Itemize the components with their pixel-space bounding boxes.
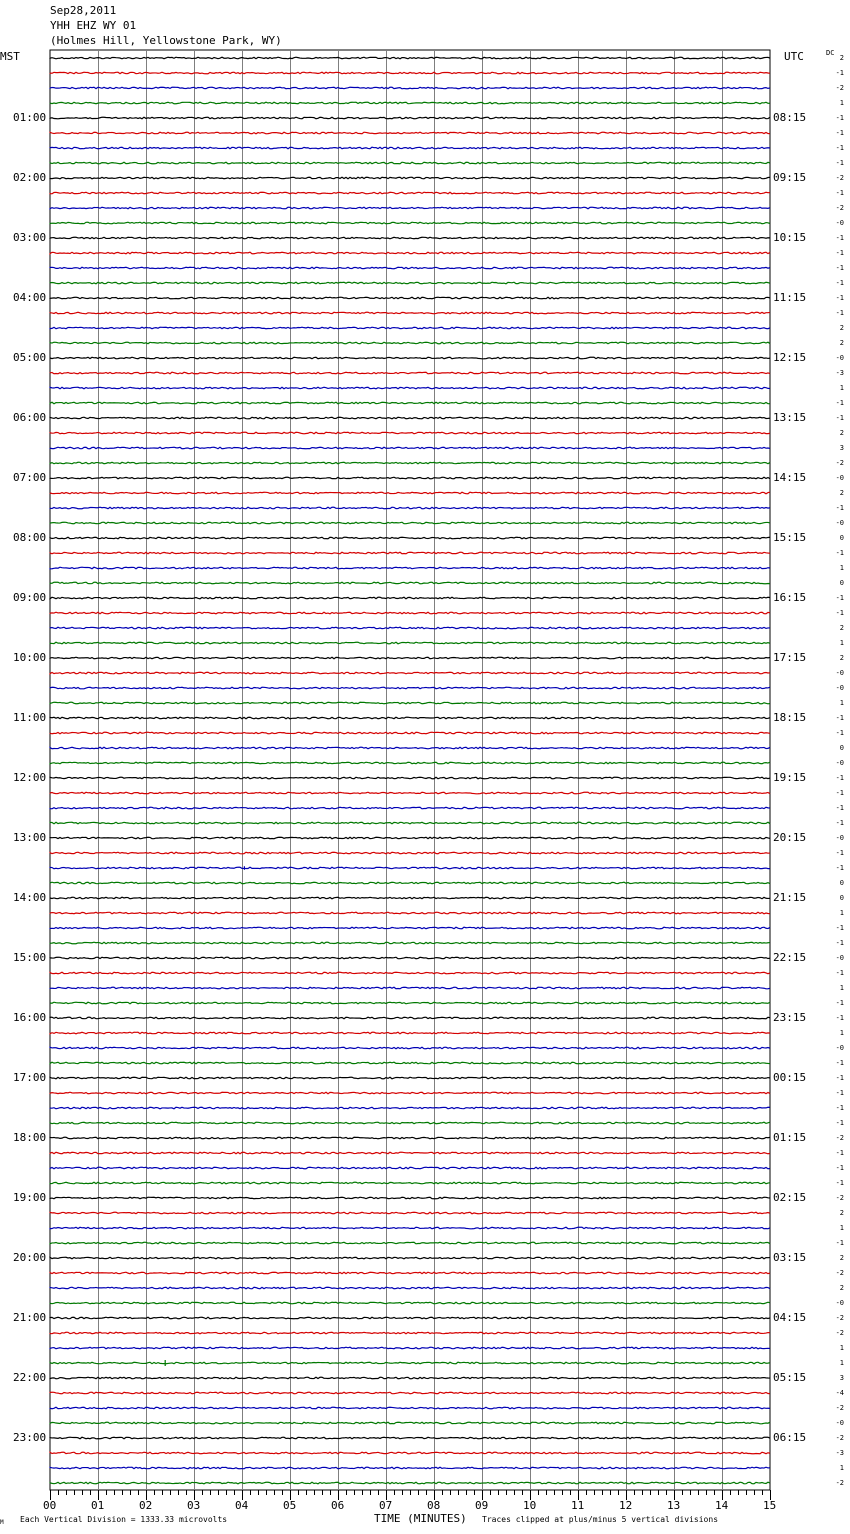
seismic-trace: [50, 612, 770, 614]
x-tick-label: 15: [763, 1499, 777, 1512]
dc-offset-label: -1: [835, 414, 844, 422]
dc-offset-label: -2: [835, 1314, 844, 1322]
dc-offset-label: 0: [839, 534, 844, 542]
dc-offset-label: -1: [835, 939, 844, 947]
seismic-trace: [50, 1137, 770, 1139]
dc-offset-label: 2: [839, 1209, 844, 1217]
left-hour-label: 08:00: [13, 531, 47, 544]
x-tick-label: 05: [283, 1499, 297, 1512]
seismic-trace: [50, 1377, 770, 1379]
right-hour-label: 00:15: [773, 1071, 807, 1084]
dc-offset-label: 2: [839, 624, 844, 632]
seismic-trace: [50, 87, 770, 89]
dc-offset-label: -3: [835, 369, 844, 377]
seismic-trace: [50, 357, 770, 359]
seismic-trace: [50, 1227, 770, 1229]
seismic-trace: [50, 957, 770, 959]
seismic-trace: [50, 927, 770, 929]
dc-offset-label: -1: [835, 399, 844, 407]
seismic-trace: [50, 57, 770, 59]
seismic-trace: [50, 252, 770, 254]
dc-offset-label: -1: [835, 714, 844, 722]
left-hour-label: 19:00: [13, 1191, 47, 1204]
dc-offset-label: 3: [839, 1374, 844, 1382]
seismic-trace: [50, 552, 770, 554]
left-hour-label: 07:00: [13, 471, 47, 484]
seismic-trace: [50, 702, 770, 704]
seismic-trace: [50, 1182, 770, 1184]
dc-offset-label: -2: [835, 1404, 844, 1412]
seismic-trace: [50, 1152, 770, 1154]
left-hour-label: 11:00: [13, 711, 47, 724]
seismic-trace: [50, 672, 770, 674]
dc-offset-label: -0: [835, 759, 844, 767]
seismic-trace: [50, 417, 770, 419]
dc-offset-label: -1: [835, 114, 844, 122]
x-tick-label: 08: [427, 1499, 441, 1512]
x-tick-label: 02: [139, 1499, 153, 1512]
left-hour-label: 12:00: [13, 771, 47, 784]
seismic-trace: [50, 1437, 770, 1439]
dc-offset-label: -2: [835, 1269, 844, 1277]
seismic-trace: [50, 762, 770, 764]
right-hour-label: 09:15: [773, 171, 807, 184]
seismic-trace: [50, 897, 770, 899]
dc-offset-label: -0: [835, 684, 844, 692]
seismic-trace: [50, 1272, 770, 1274]
seismic-trace: [50, 72, 770, 74]
dc-offset-label: 1: [839, 1464, 844, 1472]
x-tick-label: 09: [475, 1499, 489, 1512]
seismic-trace: [50, 1167, 770, 1169]
left-timezone-label: MST: [0, 50, 20, 63]
dc-offset-label: -0: [835, 219, 844, 227]
dc-offset-label: -1: [835, 999, 844, 1007]
x-axis-title: TIME (MINUTES): [374, 1512, 467, 1525]
right-hour-label: 10:15: [773, 231, 807, 244]
dc-offset-label: -1: [835, 129, 844, 137]
dc-offset-label: -1: [835, 729, 844, 737]
seismic-trace: [50, 492, 770, 494]
seismic-trace: [50, 1242, 770, 1244]
left-hour-label: 21:00: [13, 1311, 47, 1324]
dc-offset-label: 2: [839, 324, 844, 332]
dc-offset-label: -1: [835, 819, 844, 827]
seismic-trace: [50, 282, 770, 284]
seismic-trace: [50, 1077, 770, 1079]
dc-offset-label: -3: [835, 1449, 844, 1457]
dc-offset-label: -0: [835, 354, 844, 362]
seismic-trace: [50, 162, 770, 164]
left-hour-label: 03:00: [13, 231, 47, 244]
right-hour-label: 15:15: [773, 531, 807, 544]
seismic-trace: [50, 102, 770, 104]
dc-offset-label: -1: [835, 804, 844, 812]
x-tick-label: 14: [715, 1499, 729, 1512]
dc-offset-label: 2: [839, 1254, 844, 1262]
chart-title: YHH EHZ WY 01: [50, 19, 137, 32]
seismic-trace: [50, 732, 770, 734]
dc-offset-label: -2: [835, 174, 844, 182]
dc-offset-label: 2: [839, 54, 844, 62]
seismic-trace: [50, 1467, 770, 1469]
seismic-trace: [50, 882, 770, 884]
left-hour-label: 23:00: [13, 1431, 47, 1444]
chart-date: Sep28,2011: [50, 4, 117, 17]
left-hour-label: 14:00: [13, 891, 47, 904]
seismic-trace: [50, 507, 770, 509]
right-hour-label: 18:15: [773, 711, 807, 724]
dc-offset-label: -0: [835, 519, 844, 527]
x-tick-label: 10: [523, 1499, 537, 1512]
seismic-trace: [50, 866, 770, 870]
seismic-trace: [50, 1062, 770, 1064]
dc-offset-label: -1: [835, 1164, 844, 1172]
dc-offset-label: -2: [835, 1434, 844, 1442]
seismic-trace: [50, 837, 770, 839]
seismic-trace: [50, 537, 770, 539]
scale-note: Each Vertical Division = 1333.33 microvolts: [20, 1515, 228, 1524]
dc-offset-label: -1: [835, 234, 844, 242]
seismic-trace: [50, 912, 770, 914]
seismic-trace: [50, 1392, 770, 1394]
seismic-trace: [50, 297, 770, 299]
dc-offset-label: -2: [835, 1194, 844, 1202]
seismic-trace: [50, 1122, 770, 1124]
x-tick-label: 07: [379, 1499, 393, 1512]
seismic-trace: [50, 432, 770, 434]
right-hour-label: 19:15: [773, 771, 807, 784]
right-hour-label: 16:15: [773, 591, 807, 604]
dc-offset-label: 1: [839, 384, 844, 392]
dc-offset-label: -1: [835, 309, 844, 317]
dc-offset-label: -1: [835, 1179, 844, 1187]
seismic-trace: [50, 1032, 770, 1034]
dc-offset-label: 1: [839, 564, 844, 572]
left-hour-label: 13:00: [13, 831, 47, 844]
seismic-trace: [50, 1017, 770, 1019]
seismic-trace: [50, 1092, 770, 1094]
seismic-trace: [50, 1047, 770, 1049]
dc-offset-label: -1: [835, 1239, 844, 1247]
dc-offset-label: -1: [835, 189, 844, 197]
seismic-trace: [50, 1347, 770, 1349]
seismic-trace: [50, 312, 770, 314]
dc-offset-label: -1: [835, 264, 844, 272]
seismic-trace: [50, 1482, 770, 1484]
seismic-trace: [50, 1452, 770, 1454]
seismic-trace: [50, 147, 770, 149]
seismic-trace: [50, 327, 770, 329]
seismic-trace: [50, 1257, 770, 1259]
right-hour-label: 02:15: [773, 1191, 807, 1204]
seismic-trace: [50, 1317, 770, 1319]
seismic-trace: [50, 1107, 770, 1109]
dc-offset-label: 2: [839, 489, 844, 497]
dc-offset-label: -1: [835, 1074, 844, 1082]
seismic-trace: [50, 852, 770, 854]
left-hour-label: 22:00: [13, 1371, 47, 1384]
right-hour-label: 06:15: [773, 1431, 807, 1444]
dc-offset-label: -1: [835, 609, 844, 617]
dc-offset-label: 2: [839, 339, 844, 347]
right-hour-label: 13:15: [773, 411, 807, 424]
dc-offset-label: 2: [839, 429, 844, 437]
dc-offset-label: -1: [835, 1014, 844, 1022]
dc-offset-label: -1: [835, 294, 844, 302]
dc-offset-label: -1: [835, 504, 844, 512]
seismic-trace: [50, 582, 770, 584]
seismic-trace: [50, 222, 770, 224]
dc-offset-label: -1: [835, 1119, 844, 1127]
corner-mark: M: [0, 1519, 4, 1526]
right-hour-label: 03:15: [773, 1251, 807, 1264]
seismic-trace: [50, 447, 770, 449]
dc-offset-label: -1: [835, 249, 844, 257]
dc-offset-label: -2: [835, 1479, 844, 1487]
seismic-trace: [50, 462, 770, 464]
seismic-trace: [50, 717, 770, 719]
seismic-trace: [50, 342, 770, 344]
seismic-trace: [50, 1332, 770, 1334]
seismic-trace: [50, 567, 770, 569]
seismic-trace: [50, 1422, 770, 1424]
chart-subtitle: (Holmes Hill, Yellowstone Park, WY): [50, 34, 282, 47]
seismic-trace: [50, 687, 770, 689]
seismic-trace: [50, 1407, 770, 1409]
right-hour-label: 04:15: [773, 1311, 807, 1324]
right-hour-label: 23:15: [773, 1011, 807, 1024]
dc-offset-label: -2: [835, 204, 844, 212]
right-hour-label: 01:15: [773, 1131, 807, 1144]
dc-offset-label: 1: [839, 1224, 844, 1232]
left-hour-label: 17:00: [13, 1071, 47, 1084]
dc-offset-label: -1: [835, 789, 844, 797]
dc-offset-label: 0: [839, 579, 844, 587]
dc-offset-label: -0: [835, 1419, 844, 1427]
seismic-trace: [50, 117, 770, 119]
seismic-trace: [50, 402, 770, 404]
dc-offset-label: -1: [835, 864, 844, 872]
seismic-trace: [50, 657, 770, 659]
seismic-trace: [50, 777, 770, 779]
right-hour-label: 05:15: [773, 1371, 807, 1384]
right-hour-label: 11:15: [773, 291, 807, 304]
dc-offset-label: -0: [835, 834, 844, 842]
dc-offset-label: 3: [839, 444, 844, 452]
x-tick-label: 13: [667, 1499, 681, 1512]
dc-offset-label: 0: [839, 744, 844, 752]
dc-offset-label: -1: [835, 549, 844, 557]
seismic-trace: [50, 1002, 770, 1004]
dc-offset-label: -0: [835, 669, 844, 677]
seismic-trace: [50, 1302, 770, 1304]
seismic-trace: [50, 1212, 770, 1214]
left-hour-label: 04:00: [13, 291, 47, 304]
left-hour-label: 20:00: [13, 1251, 47, 1264]
x-tick-label: 12: [619, 1499, 633, 1512]
left-hour-label: 16:00: [13, 1011, 47, 1024]
x-tick-label: 11: [571, 1499, 585, 1512]
dc-offset-label: -1: [835, 924, 844, 932]
seismic-trace: [50, 627, 770, 629]
seismic-trace: [50, 642, 770, 644]
dc-offset-label: 1: [839, 1359, 844, 1367]
seismic-trace: [50, 192, 770, 194]
seismic-trace: [50, 972, 770, 974]
dc-offset-label: -0: [835, 1044, 844, 1052]
seismic-trace: [50, 522, 770, 524]
seismic-trace: [50, 132, 770, 134]
dc-offset-label: 1: [839, 909, 844, 917]
dc-offset-label: 1: [839, 984, 844, 992]
dc-offset-label: 1: [839, 699, 844, 707]
seismic-trace: [50, 1360, 770, 1366]
seismic-trace: [50, 177, 770, 179]
dc-offset-label: -0: [835, 474, 844, 482]
dc-offset-label: -1: [835, 69, 844, 77]
seismic-trace: [50, 1197, 770, 1199]
left-hour-label: 05:00: [13, 351, 47, 364]
seismic-trace: [50, 942, 770, 944]
dc-offset-label: -1: [835, 1059, 844, 1067]
dc-offset-label: -2: [835, 84, 844, 92]
seismic-trace: [50, 1287, 770, 1289]
x-tick-label: 03: [187, 1499, 201, 1512]
dc-offset-label: -1: [835, 849, 844, 857]
left-hour-label: 15:00: [13, 951, 47, 964]
dc-offset-label: -1: [835, 774, 844, 782]
seismic-trace: [50, 372, 770, 374]
clip-note: Traces clipped at plus/minus 5 vertical divisions: [482, 1515, 719, 1524]
dc-offset-label: 1: [839, 1029, 844, 1037]
dc-offset-label: -1: [835, 159, 844, 167]
right-hour-label: 22:15: [773, 951, 807, 964]
left-hour-label: 01:00: [13, 111, 47, 124]
dc-offset-label: -1: [835, 279, 844, 287]
dc-offset-label: 1: [839, 1344, 844, 1352]
right-hour-label: 12:15: [773, 351, 807, 364]
x-tick-label: 06: [331, 1499, 345, 1512]
dc-offset-label: 1: [839, 639, 844, 647]
dc-offset-label: -2: [835, 1134, 844, 1142]
seismic-trace: [50, 792, 770, 794]
dc-offset-label: -1: [835, 594, 844, 602]
dc-offset-label: -1: [835, 969, 844, 977]
seismic-trace: [50, 807, 770, 809]
dc-offset-label: -2: [835, 1329, 844, 1337]
x-tick-label: 00: [43, 1499, 57, 1512]
dc-offset-label: 1: [839, 99, 844, 107]
dc-offset-label: 2: [839, 654, 844, 662]
dc-offset-label: -1: [835, 1089, 844, 1097]
dc-offset-label: 0: [839, 879, 844, 887]
left-hour-label: 02:00: [13, 171, 47, 184]
seismic-trace: [50, 387, 770, 389]
right-hour-label: 21:15: [773, 891, 807, 904]
seismic-trace: [50, 822, 770, 824]
dc-offset-label: -4: [835, 1389, 844, 1397]
dc-offset-label: -1: [835, 1104, 844, 1112]
seismic-trace: [50, 597, 770, 599]
dc-offset-label: 2: [839, 1284, 844, 1292]
right-timezone-label: UTC: [784, 50, 804, 63]
right-hour-label: 08:15: [773, 111, 807, 124]
dc-offset-label: -2: [835, 459, 844, 467]
right-hour-label: 20:15: [773, 831, 807, 844]
seismic-trace: [50, 477, 770, 479]
dc-offset-label: -1: [835, 1149, 844, 1157]
seismic-trace: [50, 237, 770, 239]
left-hour-label: 10:00: [13, 651, 47, 664]
seismic-trace: [50, 267, 770, 269]
left-hour-label: 09:00: [13, 591, 47, 604]
right-hour-label: 17:15: [773, 651, 807, 664]
dc-offset-label: 0: [839, 894, 844, 902]
left-hour-label: 18:00: [13, 1131, 47, 1144]
seismic-trace: [50, 747, 770, 749]
x-tick-label: 04: [235, 1499, 249, 1512]
dc-offset-label: -1: [835, 144, 844, 152]
dc-header-label: DC: [826, 49, 835, 57]
dc-offset-label: -0: [835, 1299, 844, 1307]
dc-offset-label: -0: [835, 954, 844, 962]
left-hour-label: 06:00: [13, 411, 47, 424]
seismic-trace: [50, 207, 770, 209]
seismic-trace: [50, 987, 770, 989]
x-tick-label: 01: [91, 1499, 105, 1512]
right-hour-label: 14:15: [773, 471, 807, 484]
